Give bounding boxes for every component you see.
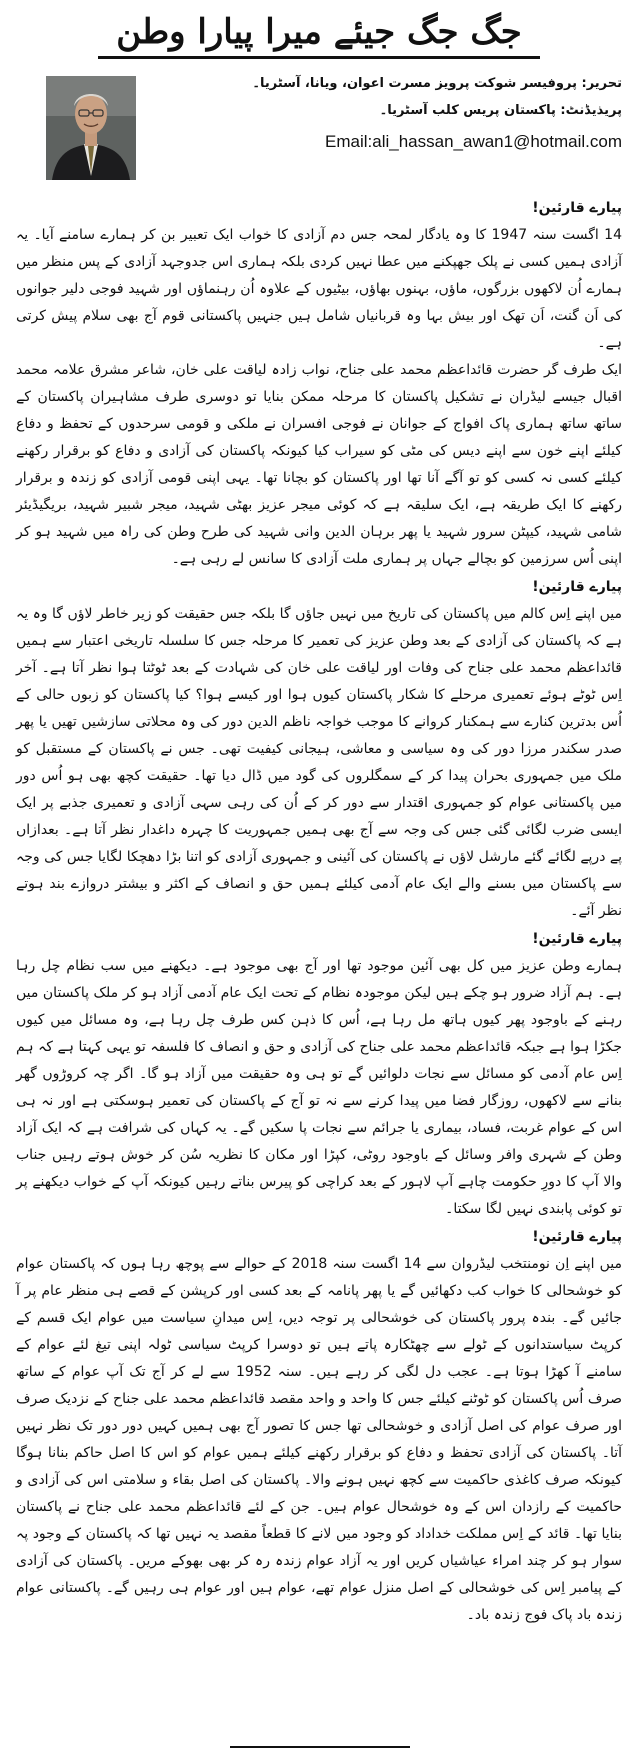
body-paragraph: ایک طرف گر حضرت قائداعظم محمد علی جناح، نواب زادہ لیاقت علی خان، شاعر مشرق علامہ محمد اقبال جیسے لیڈران نے تشکیل پاکستان کا مرحلہ ممکن بنایا تو دوسری طرف مشاہیران پاکستان کے ساتھ ساتھ ہماری پاک افواج کے جوانان نے فوجی افسران نے ملکی و قومی سرحدوں کے تحفظ و دفاع کیلئے اپنے خون سے اپنے دیس کی مٹی کو سیراب کیا کیونکہ پاکستان کی آزادی و دفاع کو برقرار رکھنے کیلئے کسی نہ کسی کو تو آگے آنا تھا اور پاکستان کو بچانا تھا۔ یہی اپنی قومی آزادی کو زندہ و برقرار رکھنے کا ایک طریقہ ہے، ایک سلیقہ ہے کہ کوئی میجر عزیز بھٹی شہید، میجر شبیر شہید، بریگیڈیئر شامی شہید، کیپٹن سرور شہید یا پھر برہان الدین وانی شہید کی طرح وطن کی راہ میں شہید ہو کر اپنی اُس سرزمین کو بچالے جہاں پر ہماری ملت آزادی کا سانس لے رہی ہے۔ bbox=[16, 362, 622, 567]
body-paragraph: 14 اگست سنہ 1947 کا وہ یادگار لمحہ جس دم آزادی کا خواب ایک تعبیر بن کر ہمارے سامنے آیا۔ یہ آزادی ہمیں کسی نے پلک جھپکنے میں عطا نہیں کردی بلکہ ہماری اس جدوجہد آزادی کے پس منظر میں ہمارے اُن لاکھوں بزرگوں، ماؤں، بہنوں بھاؤں، بیٹیوں کے علاوہ اُن رہنماؤں اور شہید فوجی دلیر جوانوں کی اَن گنت، اَن تھک اور بیش بہا وہ قربانیاں شامل ہیں جنہیں پاکستانی قوم آج بھی سلام پیش کرتی ہے۔ bbox=[16, 227, 622, 351]
article-section bbox=[16, 1223, 622, 1629]
section-salutation: پیارے قارئین! bbox=[532, 931, 622, 947]
body-paragraph: میں اپنے اِن نومنتخب لیڈروان سے 14 اگست سنہ 2018 کے حوالے سے پوچھ رہا ہوں کہ پاکستان عوام کو خوشحالی کا خواب کب دکھائیں گے یا پھر پانامہ کے بعد کسی اور کرپشن کے قصے ہی منظر عام پر آ جائیں گے۔ بندہ پرور پاکستان کی خوشحالی پر توجہ دیں، اِس میدانِ سیاست میں عوام ایک قسم کے کرپٹ سیاستدانوں کے ٹولے سے چھٹکارہ پاتے ہیں تو دوسرا کرپٹ سیاسی ٹولہ اپنی تیغ لئے عوام کے سامنے آ کھڑا ہوتا ہے۔ عجب دل لگی کر رہے ہیں۔ سنہ 1952 سے لے کر آج تک آپ عوام کے ساتھ صرف اُس پاکستان کو ٹوٹنے کیلئے جس کا واحد و واحد مقصد قائداعظم محمد علی جناح کے نزدیک صرف اور صرف عوام کی اصل آزادی و خوشحالی تھا جس کا تصور آج بھی ہمیں کہیں دور دور تک نظر نہیں آتا۔ پاکستان کی آزادی تحفظ و دفاع کو برقرار رکھنے کیلئے ہمیں عوام کو اس کا اصل حاکم بنانا ہوگا کیونکہ صرف کاغذی حاکمیت سے کچھ نہیں ہونے والا۔ پاکستان کی اصل بقاء و سلامتی اس کی آزادی و حاکمیت کے رازدان اس کے وہ خوشحال عوام ہیں۔ جن کے لئے قائداعظم محمد علی جناح نے پاکستان بنایا تھا۔ قائد کے اِس مملکت خداداد کو وجود میں لانے کا قطعاً مقصد یہ نہیں تھا کہ پاکستان کے وجود پہ سوار ہو کر چند امراء عیاشیاں کریں اور یہ آزاد عوام زندہ رہ کر بھی بھوکے مریں۔ پاکستان کی آزادی کے پیامبر اِس کی خوشحالی کے اصل منزل عوام تھے، عوام ہیں اور عوام ہی رہیں گے۔ پاکستانی عوام زندہ باد پاک فوج زندہ باد۔ bbox=[16, 1256, 623, 1623]
article-section bbox=[16, 925, 622, 1223]
body-paragraph: ہمارے وطن عزیز میں کل بھی آئین موجود تھا اور آج بھی موجود ہے۔ دیکھنے میں سب نظام چل رہا ہے۔ ہم آزاد ضرور ہو چکے ہیں لیکن موجودہ نظام کے تحت ایک عام آدمی آزاد ہو کر ملک پاکستان میں رہنے کے باوجود پھر کیوں ہاتھ مل رہا ہے، اُس کا ذہن کس طرف چل رہا ہے، وہ مسائل میں کیوں جکڑا ہوا ہے جبکہ قائداعظم محمد علی جناح کی آزادی و حق و انصاف کا فلسفہ تو یہی کہتا ہے کہ ہم اِس عام آدمی کو مسائل سے نجات دلوائیں گے تو ہی وہ حقیقت میں آزاد ہو گا۔ اگر چہ کروڑوں گھر بنانے سے لاکھوں، روزگار فضا میں پیدا کرنے سے نہ تو آج کے پاکستان کی تعمیر ہوسکتی ہے اور نہ ہی اس کے عوام غربت، فساد، بیماری یا جرائم سے نجات پا سکیں گے۔ یہ کہاں کی شرافت ہے کہ ایک آزاد وطن کے شہری وافر وسائل کے باوجود روٹی، کپڑا اور مکان کا نظریہ سُن کر خوش ہوتے رہیں جناب والا آپ کا دورِ حکومت چاہے آپ لاہور کے بعد کراچی کو پیرس بناتے رہیں کیونکہ آپ کے خواب دیکھنے پر تو کوئی پابندی نہیں لگا سکتا۔ bbox=[16, 958, 622, 1217]
president-line: پریذیڈنٹ: پاکستان پریس کلب آسٹریا۔ bbox=[379, 103, 622, 118]
section-salutation: پیارے قارئین! bbox=[532, 200, 622, 216]
article-section bbox=[16, 194, 622, 573]
section-salutation: پیارے قارئین! bbox=[532, 579, 622, 595]
author-portrait-image bbox=[46, 76, 136, 180]
article-header bbox=[16, 70, 622, 194]
article-body bbox=[16, 194, 622, 1629]
author-photo bbox=[46, 76, 136, 180]
author-email: Email:ali_hassan_awan1@hotmail.com bbox=[325, 132, 622, 151]
body-paragraph: میں اپنے اِس کالم میں پاکستان کی تاریخ میں نہیں جاؤں گا بلکہ جس حقیقت کو زیر خاطر لاؤں گا وہ یہ ہے کہ پاکستان کی آزادی کے بعد وطن عزیز کی تعمیر کا مرحلہ جس کا سلسلہ تاریخی اعتبار سے ہمیں قائداعظم محمد علی جناح کی وفات اور لیاقت علی خان کی شہادت کے بعد ٹوٹتا ہوا نظر آتا ہے۔ آخر اِس ٹوٹے ہوئے تعمیری مرحلے کا شکار پاکستان کیوں ہوا اور کیسے ہوا؟ کیا پاکستان کو زبوں حالی کے اُس بدترین کنارے سے ہمکنار کروانے کا موجب خواجہ ناظم الدین دور کی وہ محلاتی سازشیں تھیں یا پھر صدر سکندر مرزا دور کی وہ سیاسی و معاشی، ہیجانی کیفیت تھی۔ جس نے پاکستان کے مستقبل کو ملک میں جمہوری بحران پیدا کر کے سمگلروں کی گود میں ڈال دیا تھا۔ حقیقت کچھ بھی ہو اُس دور میں پاکستانی عوام کو جمہوری اقتدار سے دور کر کے اُن کی رہی سہی آزادی و تعمیری جذبے پر ایک ایسی ضرب لگائی گئی جس کی وجہ سے آج بھی ہمیں جمہوریت کا چہرہ داغدار نظر آتا ہے۔ بعدازاں پے درپے لگائے گئے مارشل لاؤں نے پاکستان کی آئینی و جمہوری آزادی کو اتنا بڑا دھچکا لگایا جس کی وجہ سے پاکستان میں بسنے والے ایک عام آدمی کیلئے ہمیں حق و انصاف کے اکثر و بیشتر دروازے بند ہوتے نظر آئے۔ bbox=[16, 606, 622, 919]
author-line: تحریر: پروفیسر شوکت پرویز مسرت اعوان، ویانا، آسٹریا۔ bbox=[252, 76, 622, 91]
byline-block bbox=[142, 70, 622, 156]
end-rule bbox=[230, 1746, 410, 1748]
title-area bbox=[16, 10, 622, 66]
section-salutation: پیارے قارئین! bbox=[532, 1229, 622, 1245]
article-section bbox=[16, 573, 622, 925]
article-title: جگ جگ جیئے میرا پیارا وطن bbox=[98, 10, 540, 59]
